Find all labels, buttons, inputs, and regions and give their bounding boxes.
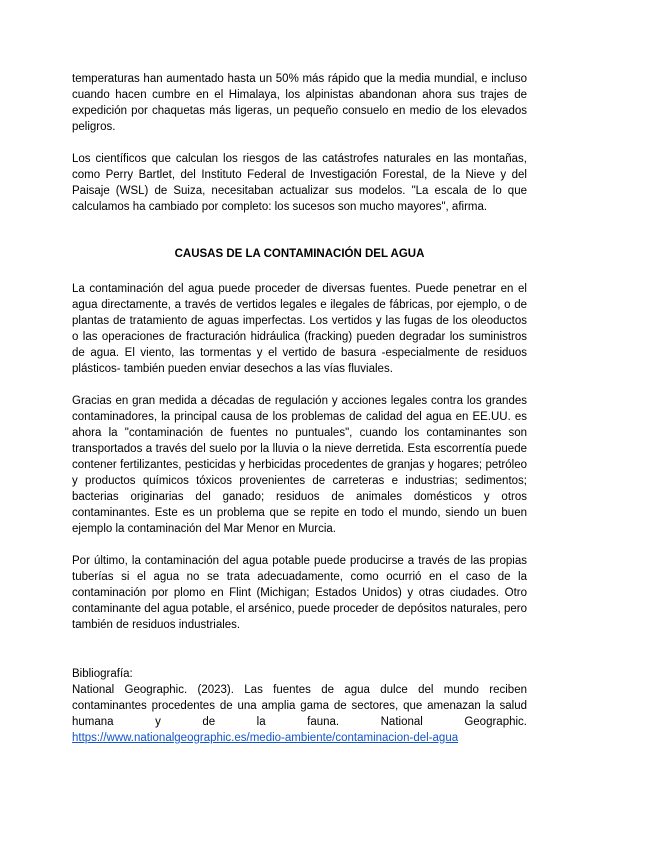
bibliography-label: Bibliografía:	[72, 668, 133, 680]
bibliography-entry	[72, 682, 527, 730]
paragraph-scientists: Los científicos que calculan los riesgos de las catástrofes naturales en las montañas, como Perry Bartlet, del Instituto Federal de Investigación Forestal, de la Nieve y del Paisaje (WSL) de Suiza, necesitaban actualizar sus modelos. "La escala de lo que calculamos ha cambiado por completo: los sucesos son mucho mayores", afirma.	[72, 153, 527, 213]
paragraph-nonpoint: Gracias en gran medida a décadas de regulación y acciones legales contra los grandes contaminadores, la principal causa de los problemas de calidad del agua en EE.UU. es ahora la "contaminación de fuentes no puntuales", cuando los contaminantes son transportados a través del suelo por la lluvia o la nieve derretida. Esta escorrentía puede contener fertilizantes, pesticidas y herbicidas procedentes de granjas y hogares; petróleo y productos químicos tóxicos provenientes de carreteras e industrias; sedimentos; bacterias originarias del ganado; residuos de animales domésticos y otros contaminantes. Este es un problema que se repite en todo el mundo, siendo un buen ejemplo la contaminación del Mar Menor en Murcia.	[72, 395, 527, 535]
section-heading: CAUSAS DE LA CONTAMINACIÓN DEL AGUA	[174, 248, 425, 260]
paragraph-drinking-water: Por último, la contaminación del agua potable puede producirse a través de las propias tuberías si el agua no se trata adecuadamente, como ocurrió en el caso de la contaminación por plomo en Flint (Michigan; Estados Unidos) y otras ciudades. Otro contaminante del agua potable, el arsénico, puede proceder de depósitos naturales, pero también de residuos industriales.	[72, 555, 527, 631]
bibliography-link[interactable]: https://www.nationalgeographic.es/medio-ambiente/contaminacion-del-agua	[72, 732, 459, 744]
bibliography-link-line	[72, 730, 527, 746]
paragraph-sources: La contaminación del agua puede proceder de diversas fuentes. Puede penetrar en el agua directamente, a través de vertidos legales e ilegales de fábricas, por ejemplo, o de plantas de tratamiento de aguas imperfectas. Los vertidos y las fugas de los oleoductos o las operaciones de fracturación hidráulica (fracking) pueden degradar los suministros de agua. El viento, las tormentas y el vertido de basura -especialmente de residuos plásticos- también pueden enviar desechos a las vías fluviales.	[72, 283, 527, 375]
bibliography-entry-text: National Geographic. (2023). Las fuentes de agua dulce del mundo reciben contaminantes procedentes de una amplia gama de sectores, que amenazan la salud humana y de la fauna. National Geographic.	[72, 684, 527, 728]
paragraph-temperatures: temperaturas han aumentado hasta un 50% más rápido que la media mundial, e incluso cuando hacen cumbre en el Himalaya, los alpinistas abandonan ahora sus trajes de expedición por chaquetas más ligeras, un pequeño consuelo en medio de los elevados peligros.	[72, 73, 527, 133]
